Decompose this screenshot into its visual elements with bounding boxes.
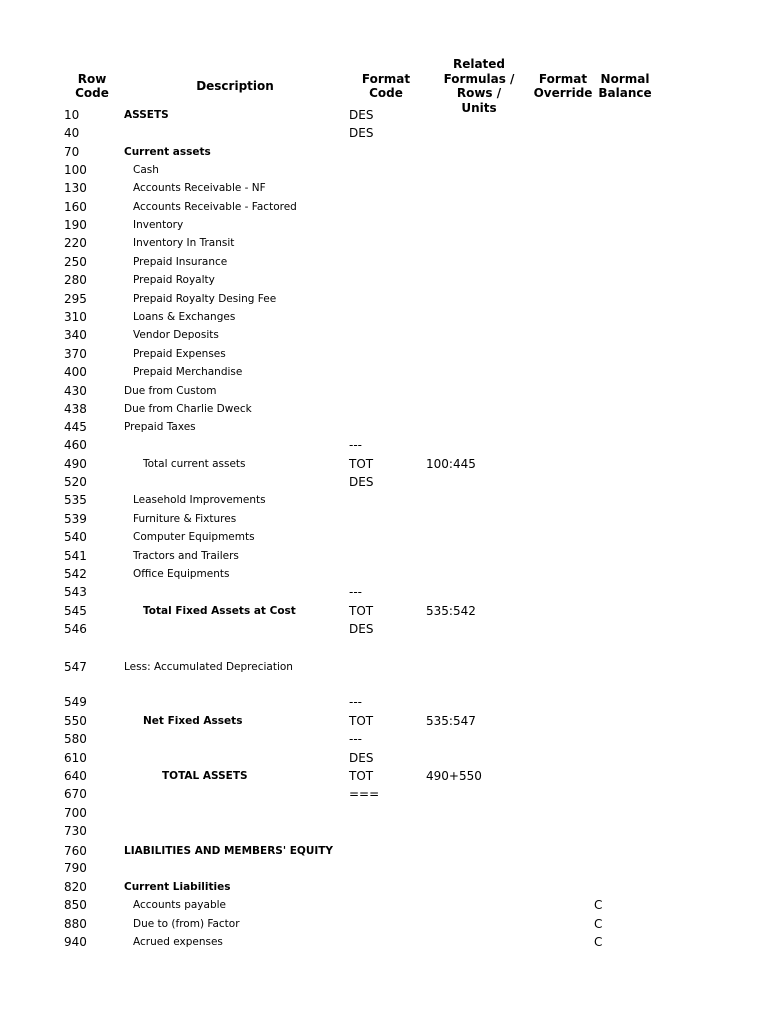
header-related-formulas: Related Formulas / Rows / Units [443, 57, 515, 115]
row-normal-balance: C [594, 917, 603, 931]
row-format-code: TOT [349, 457, 374, 471]
table-row [0, 658, 768, 676]
table-row [0, 161, 768, 179]
row-code: 160 [64, 200, 87, 214]
table-row [0, 565, 768, 583]
row-code: 535 [64, 493, 87, 507]
row-code: 549 [64, 695, 87, 709]
row-description: Accounts payable [133, 899, 226, 911]
row-code: 545 [64, 604, 87, 618]
row-code: 730 [64, 824, 87, 838]
row-description: Tractors and Trailers [133, 550, 239, 562]
row-format-code: TOT [349, 604, 374, 618]
row-format-code: DES [349, 751, 374, 765]
row-description: Cash [133, 164, 159, 176]
row-format-code: TOT [349, 769, 374, 783]
table-row [0, 896, 768, 914]
row-description: Net Fixed Assets [143, 715, 243, 727]
row-description: Prepaid Merchandise [133, 366, 243, 378]
row-code: 70 [64, 145, 80, 159]
header-format-override: Format Override [533, 71, 593, 100]
row-description: Less: Accumulated Depreciation [124, 661, 293, 673]
row-description: Loans & Exchanges [133, 311, 236, 323]
table-row [0, 271, 768, 289]
table-row [0, 308, 768, 326]
row-code: 610 [64, 751, 87, 765]
row-format-code: TOT [349, 714, 374, 728]
row-code: 539 [64, 512, 87, 526]
row-description: ASSETS [124, 109, 169, 121]
row-description: Accounts Receivable - Factored [133, 201, 297, 213]
table-row [0, 400, 768, 418]
row-related-formula: 535:547 [426, 714, 476, 728]
row-description: Leasehold Improvements [133, 494, 266, 506]
row-description: Total Fixed Assets at Cost [143, 605, 296, 617]
row-code: 820 [64, 880, 87, 894]
table-row [0, 198, 768, 216]
row-code: 760 [64, 844, 87, 858]
table-row [0, 730, 768, 748]
table-row [0, 767, 768, 785]
table-row [0, 602, 768, 620]
table-row [0, 693, 768, 711]
row-format-code: --- [349, 732, 362, 746]
row-format-code: DES [349, 622, 374, 636]
table-row [0, 436, 768, 454]
row-code: 190 [64, 218, 87, 232]
header-row-code: Row Code [75, 71, 109, 100]
row-description: Total current assets [143, 458, 246, 470]
table-row [0, 510, 768, 528]
row-code: 880 [64, 917, 87, 931]
row-code: 400 [64, 365, 87, 379]
row-code: 790 [64, 861, 87, 875]
row-format-code: --- [349, 438, 362, 452]
row-description: Acrued expenses [133, 936, 223, 948]
table-row [0, 712, 768, 730]
row-description: Due from Custom [124, 385, 217, 397]
row-code: 520 [64, 475, 87, 489]
table-row [0, 842, 768, 860]
table-row [0, 382, 768, 400]
table-row [0, 915, 768, 933]
row-description: Prepaid Royalty Desing Fee [133, 293, 277, 305]
row-description: Prepaid Taxes [124, 421, 196, 433]
row-code: 340 [64, 328, 87, 342]
row-code: 540 [64, 530, 87, 544]
row-code: 640 [64, 769, 87, 783]
table-row [0, 216, 768, 234]
header-format-code: Format Code [361, 71, 411, 100]
row-description: Current assets [124, 146, 211, 158]
row-description: Due to (from) Factor [133, 918, 240, 930]
table-row [0, 106, 768, 124]
row-code: 700 [64, 806, 87, 820]
row-code: 280 [64, 273, 87, 287]
row-format-code: --- [349, 585, 362, 599]
row-description: TOTAL ASSETS [162, 770, 248, 782]
row-description: Inventory In Transit [133, 237, 235, 249]
table-row [0, 785, 768, 803]
row-normal-balance: C [594, 898, 603, 912]
row-code: 445 [64, 420, 87, 434]
table-row [0, 620, 768, 638]
row-code: 541 [64, 549, 87, 563]
row-code: 310 [64, 310, 87, 324]
row-code: 40 [64, 126, 80, 140]
row-code: 295 [64, 292, 87, 306]
row-code: 490 [64, 457, 87, 471]
row-description: Accounts Receivable - NF [133, 182, 266, 194]
row-code: 550 [64, 714, 87, 728]
header-normal-balance: Normal Balance [598, 71, 652, 100]
row-code: 940 [64, 935, 87, 949]
row-code: 543 [64, 585, 87, 599]
row-code: 130 [64, 181, 87, 195]
table-row [0, 583, 768, 601]
row-code: 580 [64, 732, 87, 746]
row-normal-balance: C [594, 935, 603, 949]
row-description: Computer Equipmemts [133, 531, 255, 543]
table-row [0, 878, 768, 896]
row-code: 546 [64, 622, 87, 636]
row-code: 670 [64, 787, 87, 801]
row-code: 547 [64, 660, 87, 674]
table-row [0, 179, 768, 197]
row-code: 370 [64, 347, 87, 361]
row-code: 850 [64, 898, 87, 912]
table-row [0, 363, 768, 381]
row-description: Due from Charlie Dweck [124, 403, 252, 415]
row-related-formula: 535:542 [426, 604, 476, 618]
table-row [0, 933, 768, 951]
row-description: Furniture & Fixtures [133, 513, 237, 525]
row-description: Vendor Deposits [133, 329, 219, 341]
table-row [0, 124, 768, 142]
table-row [0, 326, 768, 344]
row-code: 250 [64, 255, 87, 269]
row-code: 10 [64, 108, 80, 122]
row-code: 438 [64, 402, 87, 416]
row-related-formula: 100:445 [426, 457, 476, 471]
table-row [0, 143, 768, 161]
row-description: Prepaid Expenses [133, 348, 226, 360]
row-format-code: DES [349, 126, 374, 140]
table-row [0, 547, 768, 565]
row-format-code: --- [349, 695, 362, 709]
table-row [0, 418, 768, 436]
header-description: Description [196, 78, 274, 93]
row-description: Inventory [133, 219, 184, 231]
row-code: 460 [64, 438, 87, 452]
table-row [0, 455, 768, 473]
table-row [0, 253, 768, 271]
table-row [0, 234, 768, 252]
row-code: 100 [64, 163, 87, 177]
table-row [0, 749, 768, 767]
table-row [0, 859, 768, 877]
row-description: Prepaid Insurance [133, 256, 228, 268]
row-format-code: DES [349, 108, 374, 122]
row-description: Office Equipments [133, 568, 230, 580]
table-row [0, 528, 768, 546]
table-row [0, 345, 768, 363]
row-code: 220 [64, 236, 87, 250]
table-row [0, 290, 768, 308]
row-description: Current Liabilities [124, 881, 231, 893]
row-description: Prepaid Royalty [133, 274, 215, 286]
row-format-code: DES [349, 475, 374, 489]
row-related-formula: 490+550 [426, 769, 482, 783]
table-row [0, 804, 768, 822]
table-row [0, 473, 768, 491]
row-code: 430 [64, 384, 87, 398]
row-format-code: === [349, 787, 380, 801]
table-row [0, 822, 768, 840]
table-row [0, 491, 768, 509]
row-description: LIABILITIES AND MEMBERS' EQUITY [124, 845, 334, 857]
row-code: 542 [64, 567, 87, 581]
